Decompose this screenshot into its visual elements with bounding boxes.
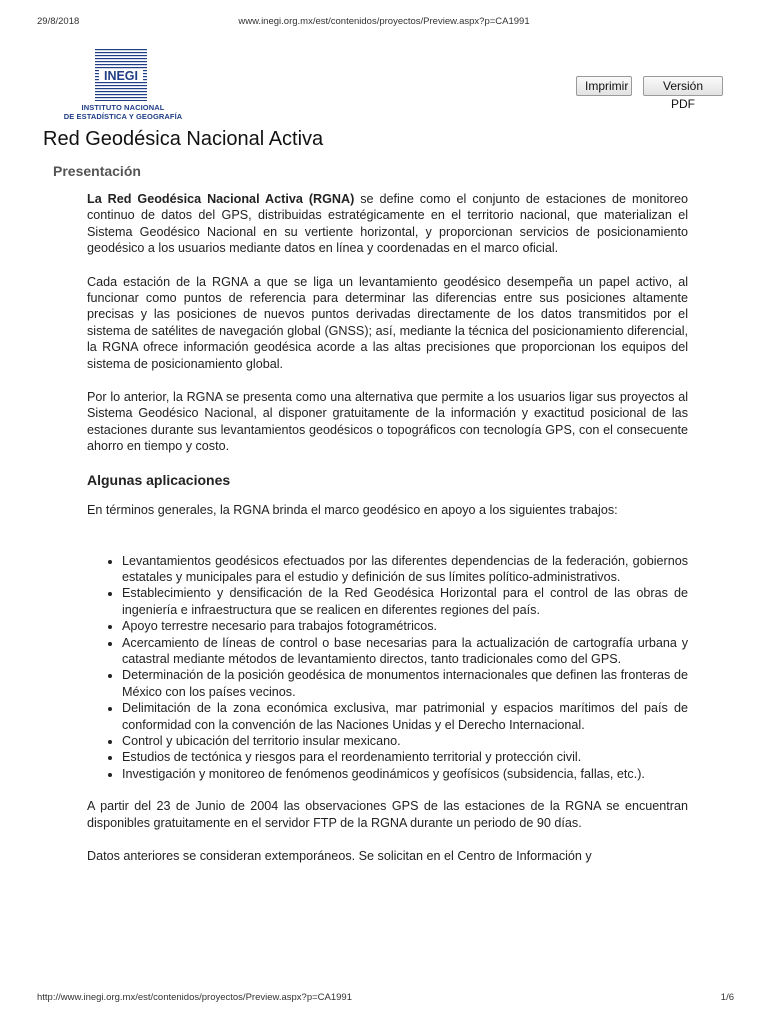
logo-caption-line1: INSTITUTO NACIONAL bbox=[81, 103, 165, 112]
paragraph-availability: A partir del 23 de Junio de 2004 las observaciones GPS de las estaciones de la RGNA se encuentran disponibles gratuitamente en el servidor FTP de la RGNA durante un periodo de 90 días. bbox=[87, 799, 688, 830]
pdf-version-button[interactable]: Versión PDF bbox=[643, 76, 723, 96]
main-content bbox=[87, 191, 688, 881]
footer-url: http://www.inegi.org.mx/est/contenidos/proyectos/Preview.aspx?p=CA1991 bbox=[37, 992, 352, 1003]
list-item: • Estudios de tectónica y riesgos para el reordenamiento territorial y protección civil. bbox=[122, 749, 688, 765]
page-title: Red Geodésica Nacional Activa bbox=[43, 128, 324, 150]
list-item: • Levantamientos geodésicos efectuados por las diferentes dependencias de la federación, gobiernos estatales y municipales para el estudio y definición de sus límites político-administrativos. bbox=[122, 553, 688, 586]
paragraph-alternative: Por lo anterior, la RGNA se presenta como una alternativa que permite a los usuarios ligar sus proyectos al Sistema Geodésico Nacional, al disponer gratuitamente de la información y exactitud posicional de las estaciones durante sus levantamientos geodésicos o topográficos con tecnología GPS, con el consecuente ahorro en tiempo y costo. bbox=[87, 390, 688, 454]
list-item: • Apoyo terrestre necesario para trabajos fotogramétricos. bbox=[122, 618, 688, 634]
list-item: • Control y ubicación del territorio insular mexicano. bbox=[122, 733, 688, 749]
rgna-name: La Red Geodésica Nacional Activa (RGNA) bbox=[87, 192, 355, 206]
subheading-applications: Algunas aplicaciones bbox=[87, 471, 231, 488]
logo-caption-line2: DE ESTADÍSTICA Y GEOGRAFÍA bbox=[63, 112, 183, 121]
paragraph-previous-data: Datos anteriores se consideran extemporáneos. Se solicitan en el Centro de Información y bbox=[87, 849, 592, 863]
logo-caption bbox=[58, 103, 188, 121]
list-item: • Acercamiento de líneas de control o base necesarias para la actualización de cartografía urbana y catastral mediante métodos de levantamiento directos, tanto tradicionales como del GPS. bbox=[122, 635, 688, 668]
print-date: 29/8/2018 bbox=[37, 16, 80, 27]
list-item: • Investigación y monitoreo de fenómenos geodinámicos y geofísicos (subsidencia, fallas, etc.). bbox=[122, 766, 688, 782]
list-item: • Determinación de la posición geodésica de monumentos internacionales que definen las fronteras de México con los países vecinos. bbox=[122, 667, 688, 700]
print-button[interactable]: Imprimir bbox=[576, 76, 632, 96]
section-title: Presentación bbox=[53, 163, 141, 179]
inegi-logo-icon bbox=[95, 49, 147, 101]
inegi-logo[interactable] bbox=[58, 49, 188, 125]
print-url: www.inegi.org.mx/est/contenidos/proyectos/Preview.aspx?p=CA1991 bbox=[238, 16, 530, 27]
paragraph-applications-intro: En términos generales, la RGNA brinda el marco geodésico en apoyo a los siguientes trabajos: bbox=[87, 503, 618, 518]
paragraph-intro-text: se define como el conjunto de estaciones de monitoreo continuo de datos del GPS, distribuidas estratégicamente en el territorio nacional, que materializan el Sistema Geodésico Nacional en su vertiente horizontal, y proporcionan servicios de posicionamiento geodésico a los usuarios mediante datos en línea y coordenadas en el marco oficial. bbox=[87, 192, 688, 256]
paragraph-stations: Cada estación de la RGNA a que se liga un levantamiento geodésico desempeña un papel activo, al funcionar como puntos de referencia para determinar las diferencias entre sus posiciones altamente precisas y las posiciones de nuevos puntos derivadas directamente de los datos transmitidos por el sistema de satélites de navegación global (GNSS); así, mediante la técnica del posicionamiento diferencial, la RGNA ofrece información geodésica acorde a las altas precisiones que proporcionan los equipos del sistema de posicionamiento global. bbox=[87, 274, 688, 371]
print-footer bbox=[0, 992, 768, 1008]
list-item: • Delimitación de la zona económica exclusiva, mar patrimonial y espacios marítimos del país de conformidad con la convención de las Naciones Unidas y el Derecho Internacional. bbox=[122, 700, 688, 733]
logo-wordmark: INEGI bbox=[103, 69, 139, 83]
page-number: 1/6 bbox=[720, 992, 734, 1003]
list-item: • Establecimiento y densificación de la Red Geodésica Horizontal para el control de las obras de ingeniería e infraestructura que se realicen en diferentes regiones del país. bbox=[122, 585, 688, 618]
paragraph-intro bbox=[87, 191, 688, 257]
print-header bbox=[0, 16, 768, 32]
applications-list bbox=[87, 553, 688, 783]
